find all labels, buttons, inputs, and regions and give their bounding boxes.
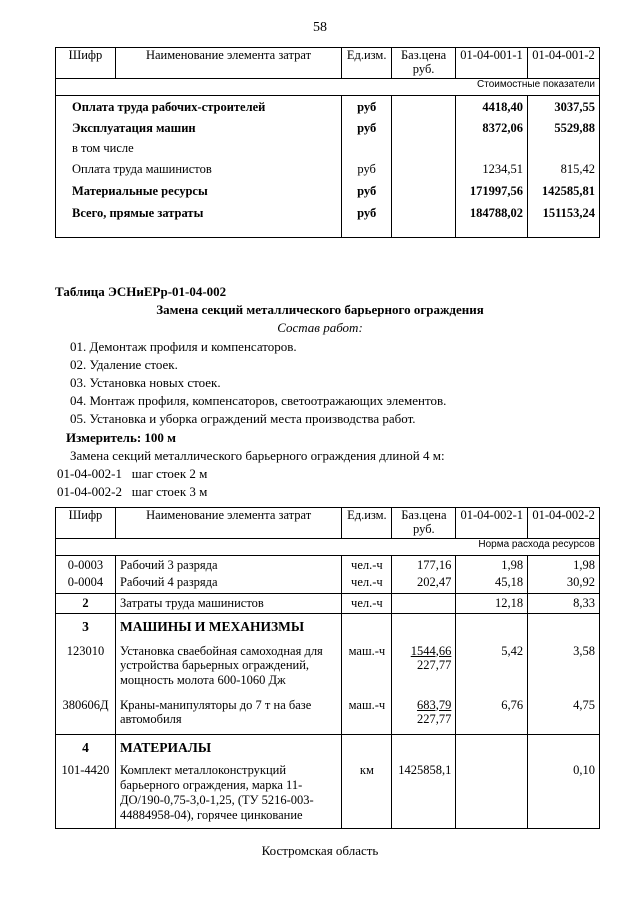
table-row: в том числе <box>56 138 600 158</box>
col-code: Шифр <box>56 48 116 79</box>
table-label: Таблица ЭСНиЕРр-01-04-002 <box>55 284 227 299</box>
page-number: 58 <box>313 20 327 35</box>
table-header <box>56 48 600 79</box>
works-heading: Состав работ: <box>277 320 363 335</box>
section-title: Замена секций металлического барьерного ограждения <box>156 302 484 317</box>
section-row-materials: 4 МАТЕРИАЛЫ <box>56 735 600 763</box>
table-row: 123010 Установка сваебойная самоходная для устройства барьерных ограждений, мощность молота 600-1060 Дж маш.-ч 1544,66 227,77 5,42 3,58 <box>56 644 600 698</box>
work-item: 02. Удаление стоек. <box>70 357 178 372</box>
cost-table <box>55 47 600 238</box>
subheader: Норма расхода ресурсов <box>56 539 600 556</box>
col-unit: Ед.изм. <box>342 48 392 79</box>
resource-table <box>55 507 600 829</box>
table-header: Шифр Наименование элемента затрат Ед.изм. Баз.цена руб. 01-04-002-1 01-04-002-2 <box>56 508 600 539</box>
work-item: 05. Установка и уборка ограждений места производства работ. <box>70 411 416 426</box>
footer-region: Костромская область <box>261 843 379 858</box>
col-name: Наименование элемента затрат <box>115 48 341 79</box>
table-row: 380606Д Краны-манипуляторы до 7 т на базе автомобиля маш.-ч 683,79 227,77 6,76 4,75 <box>56 698 600 735</box>
col-v1: 01-04-001-1 <box>456 48 528 79</box>
table-row: 0-0004 Рабочий 4 разряда чел.-ч 202,47 45,18 30,92 <box>56 575 600 594</box>
work-item: 04. Монтаж профиля, компенсаторов, светоотражающих элементов. <box>70 393 447 408</box>
table-row: Эксплуатация машин руб 8372,06 5529,88 <box>56 118 600 138</box>
table-row: 2 Затраты труда машинистов чел.-ч 12,18 8,33 <box>56 594 600 614</box>
col-price: Баз.цена руб. <box>392 48 456 79</box>
section-row-machines: 3 МАШИНЫ И МЕХАНИЗМЫ <box>56 614 600 644</box>
variant-1: 01-04-002-1 шаг стоек 2 м <box>57 466 208 481</box>
work-item: 01. Демонтаж профиля и компенсаторов. <box>70 339 297 354</box>
work-item: 03. Установка новых стоек. <box>70 375 221 390</box>
meter: Измеритель: 100 м <box>66 430 177 445</box>
table-row: Оплата труда машинистов руб 1234,51 815,42 <box>56 158 600 180</box>
subheader: Стоимостные показатели <box>56 79 600 96</box>
variant-2: 01-04-002-2 шаг стоек 3 м <box>57 484 208 499</box>
table-row: Всего, прямые затраты руб 184788,02 151153,24 <box>56 202 600 224</box>
table-row: Оплата труда рабочих-строителей руб 4418,40 3037,55 <box>56 96 600 118</box>
table-row: 0-0003 Рабочий 3 разряда чел.-ч 177,16 1,98 1,98 <box>56 556 600 575</box>
col-v2: 01-04-001-2 <box>528 48 600 79</box>
table-row: Материальные ресурсы руб 171997,56 142585,81 <box>56 180 600 202</box>
table-row: 101-4420 Комплект металлоконструкций барьерного ограждения, марка 11-ДО/190-0,75-3,0-1,25, (ТУ 5216-003-44884958-04), горячее цинкование км 1425858,1 0,10 <box>56 763 600 829</box>
description: Замена секций металлического барьерного ограждения длиной 4 м: <box>70 448 445 463</box>
